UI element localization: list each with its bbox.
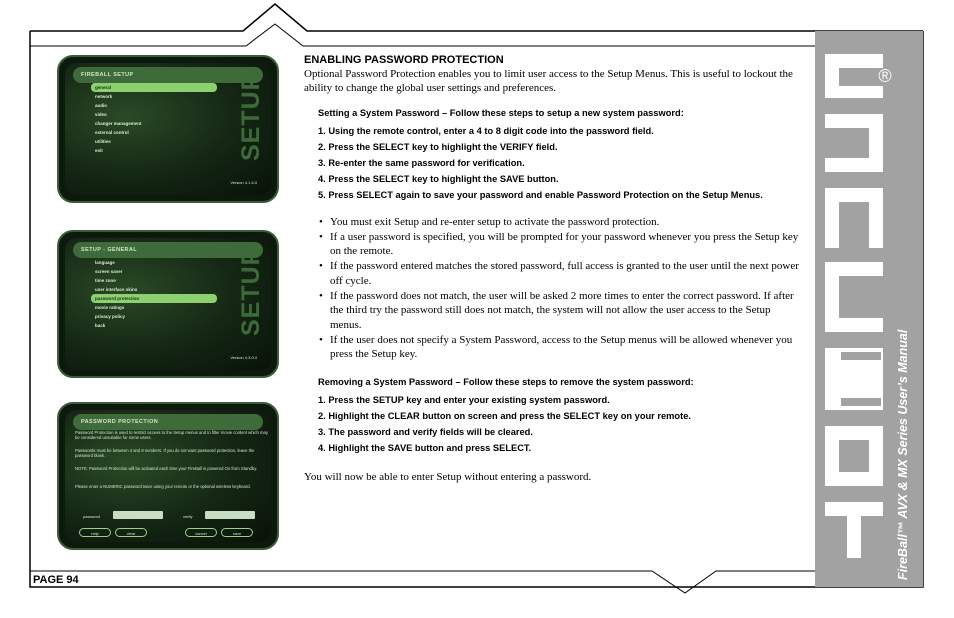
removing-steps xyxy=(304,392,804,456)
setting-heading: Setting a System Password – Follow these steps to setup a new system password: xyxy=(318,108,684,118)
escient-logo xyxy=(825,52,885,562)
menu-item[interactable]: audio xyxy=(95,103,107,108)
setup-watermark: SETUP xyxy=(237,72,265,161)
screenshot-password-protection xyxy=(57,402,279,550)
screen-paragraph: NOTE: Password Protection will be activated each time your FireBall is powered On from Standby. xyxy=(75,466,258,471)
menu-item[interactable]: password protection xyxy=(91,294,217,303)
bullet-item: • If the user does not specify a System Password, access to the Setup menus will be allowed whenever you press the Setup key. xyxy=(319,333,793,361)
closing-paragraph: You will now be able to enter Setup without entering a password. xyxy=(304,471,592,484)
menu-item[interactable]: privacy policy xyxy=(95,314,126,319)
menu-item[interactable]: external control xyxy=(95,130,129,135)
screen-title: FIREBALL SETUP xyxy=(73,67,263,83)
screenshot-setup-general xyxy=(57,230,279,378)
step-item: 1. Press the SETUP key and enter your existing system password. xyxy=(318,395,610,406)
save-button[interactable]: save xyxy=(221,528,253,537)
bullet-item: • If the password does not match, the user will be asked 2 more times to enter the correct password. If after the third try the password still does not match, the system will not allow the user access to the Setup menus. xyxy=(319,289,794,331)
screen-panel xyxy=(65,410,271,542)
clear-button[interactable]: clear xyxy=(115,528,147,537)
main-content xyxy=(304,54,804,484)
step-item: 4. Press the SELECT key to highlight the SAVE button. xyxy=(318,174,559,184)
help-button[interactable]: help xyxy=(79,528,111,537)
screen-title: PASSWORD PROTECTION xyxy=(73,414,263,430)
menu-item[interactable]: language xyxy=(95,260,115,265)
page-number: PAGE 94 xyxy=(33,574,79,586)
setup-watermark: SETUP xyxy=(237,247,265,336)
menu-item[interactable]: back xyxy=(95,323,106,328)
version-label: Version 4.3.0.4 xyxy=(230,355,257,360)
menu-item[interactable]: video xyxy=(95,112,107,117)
menu-list xyxy=(91,258,217,330)
menu-item[interactable]: network xyxy=(95,94,113,99)
menu-item[interactable]: utilities xyxy=(95,139,111,144)
version-label: Version 4.1.6.0 xyxy=(230,180,257,185)
menu-item[interactable]: general xyxy=(91,83,217,92)
menu-item[interactable]: time zone xyxy=(95,278,116,283)
step-item: 2. Press the SELECT key to highlight the VERIFY field. xyxy=(318,142,558,152)
bullet-list xyxy=(304,215,804,362)
password-label: password xyxy=(83,514,101,519)
screenshot-setup-main xyxy=(57,55,279,203)
menu-item[interactable]: screen saver xyxy=(95,269,123,274)
registered-mark: ® xyxy=(878,66,892,86)
step-item: 2. Highlight the CLEAR button on screen and press the SELECT key on your remote. xyxy=(318,411,691,422)
verify-field[interactable] xyxy=(205,511,255,519)
menu-item[interactable]: changer management xyxy=(95,121,142,126)
screen-title: SETUP - GENERAL xyxy=(73,242,263,258)
bullet-item: • If the password entered matches the stored password, full access is granted to the user until the next power off cycle. xyxy=(319,260,799,287)
step-item: 3. The password and verify fields will be cleared. xyxy=(318,427,533,438)
cancel-button[interactable]: cancel xyxy=(185,528,217,537)
manual-title: FireBall™ AVX & MX Series User’s Manual xyxy=(896,329,910,580)
step-item: 4. Highlight the SAVE button and press SELECT. xyxy=(318,443,532,454)
screen-panel xyxy=(65,63,271,195)
menu-list xyxy=(91,83,217,155)
section-title: ENABLING PASSWORD PROTECTION xyxy=(304,54,504,66)
setting-steps xyxy=(304,123,804,203)
step-item: 5. Press SELECT again to save your password and enable Password Protection on the Setup Menus. xyxy=(318,190,763,200)
verify-label: verify xyxy=(183,514,193,519)
step-item: 3. Re-enter the same password for verification. xyxy=(318,158,525,168)
intro-paragraph: Optional Password Protection enables you to limit user access to the Setup Menus. This is useful to lockout the ability to change the global user settings and preferences. xyxy=(304,68,793,94)
step-item: 1. Using the remote control, enter a 4 to 8 digit code into the password field. xyxy=(318,126,654,136)
screen-paragraph: Password Protection is used to restrict access to the Setup menus and to filter movie content which may be considered unsuitable for some users. xyxy=(75,430,268,441)
screen-panel xyxy=(65,238,271,370)
bullet-item: • If a user password is specified, you will be prompted for your password whenever you press the Setup key on the remote. xyxy=(319,230,799,258)
screen-paragraph: Passwords must be between 4 and 8 numbers. If you do not want password protection, leave the password blank. xyxy=(75,448,255,459)
screen-paragraph: Please enter a NUMERIC password twice using your remote or the optional wireless keyboard. xyxy=(75,484,251,489)
menu-item[interactable]: user interface skins xyxy=(95,287,138,292)
menu-item[interactable]: movie ratings xyxy=(95,305,125,310)
password-field[interactable] xyxy=(113,511,163,519)
menu-item[interactable]: exit xyxy=(95,148,103,153)
removing-heading: Removing a System Password – Follow these steps to remove the system password: xyxy=(318,377,694,388)
bullet-item: • You must exit Setup and re-enter setup to activate the password protection. xyxy=(319,216,660,228)
